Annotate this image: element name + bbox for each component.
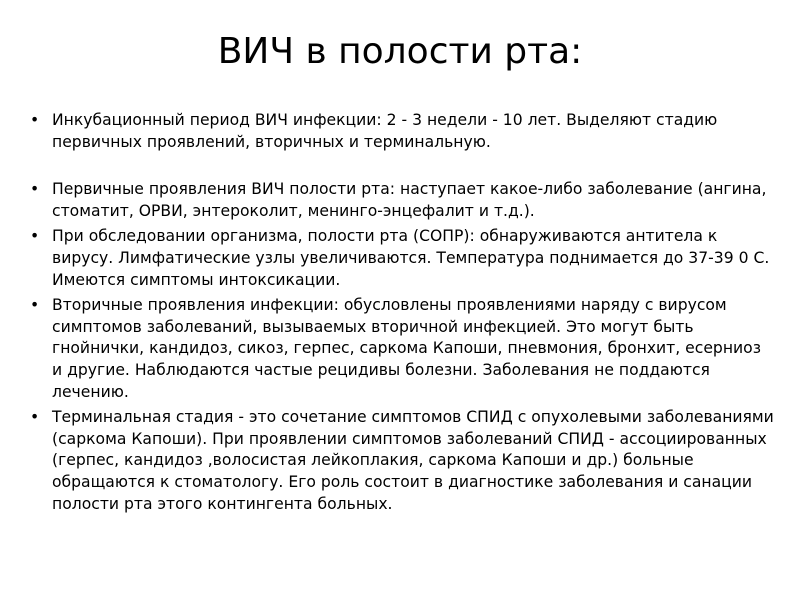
list-item-text: Первичные проявления ВИЧ полости рта: наступает какое-либо заболевание (ангина, стоматит, ОРВИ, энтероколит, менинго-энцефалит и т.д.). — [52, 180, 767, 220]
bullet-icon: • — [30, 408, 40, 427]
list-item-text: Терминальная стадия - это сочетание симптомов СПИД с опухолевыми заболеваниями (саркома Капоши). При проявлении симптомов заболеваний СПИД - ассоциированных (герпес, кандидоз ,волосистая лейкоплакия, саркома Капоши и др.) больные обращаются к стоматологу. Его роль состоит в диагностике заболевания и санации полости рта этого контингента больных. — [52, 408, 774, 513]
bullet-list — [30, 110, 775, 519]
bullet-icon: • — [30, 227, 40, 246]
bullet-icon: • — [30, 180, 40, 199]
list-item — [30, 407, 775, 515]
list-item — [30, 226, 775, 291]
list-item — [30, 295, 775, 403]
list-item-text: Инкубационный период ВИЧ инфекции: 2 - 3 недели - 10 лет. Выделяют стадию первичных проявлений, вторичных и терминальную. — [52, 111, 718, 151]
list-item-text: Вторичные проявления инфекции: обусловлены проявлениями наряду с вирусом симптомов заболеваний, вызываемых вторичной инфекцией. Это могут быть гнойнички, кандидоз, сикоз, герпес, саркома Капоши, пневмония, бронхит, есерниоз и другие. Наблюдаются частые рецидивы болезни. Заболевания не поддаются лечению. — [52, 296, 761, 401]
list-item-text: При обследовании организма, полости рта (СОПР): обнаруживаются антитела к вирусу. Лимфатические узлы увеличиваются. Температура поднимается до 37-39 0 С. Имеются симптомы интоксикации. — [52, 227, 770, 289]
bullet-icon: • — [30, 296, 40, 315]
slide-title: ВИЧ в полости рта: — [217, 31, 583, 72]
bullet-icon: • — [30, 111, 40, 129]
list-item — [30, 110, 775, 153]
list-item — [30, 179, 775, 222]
